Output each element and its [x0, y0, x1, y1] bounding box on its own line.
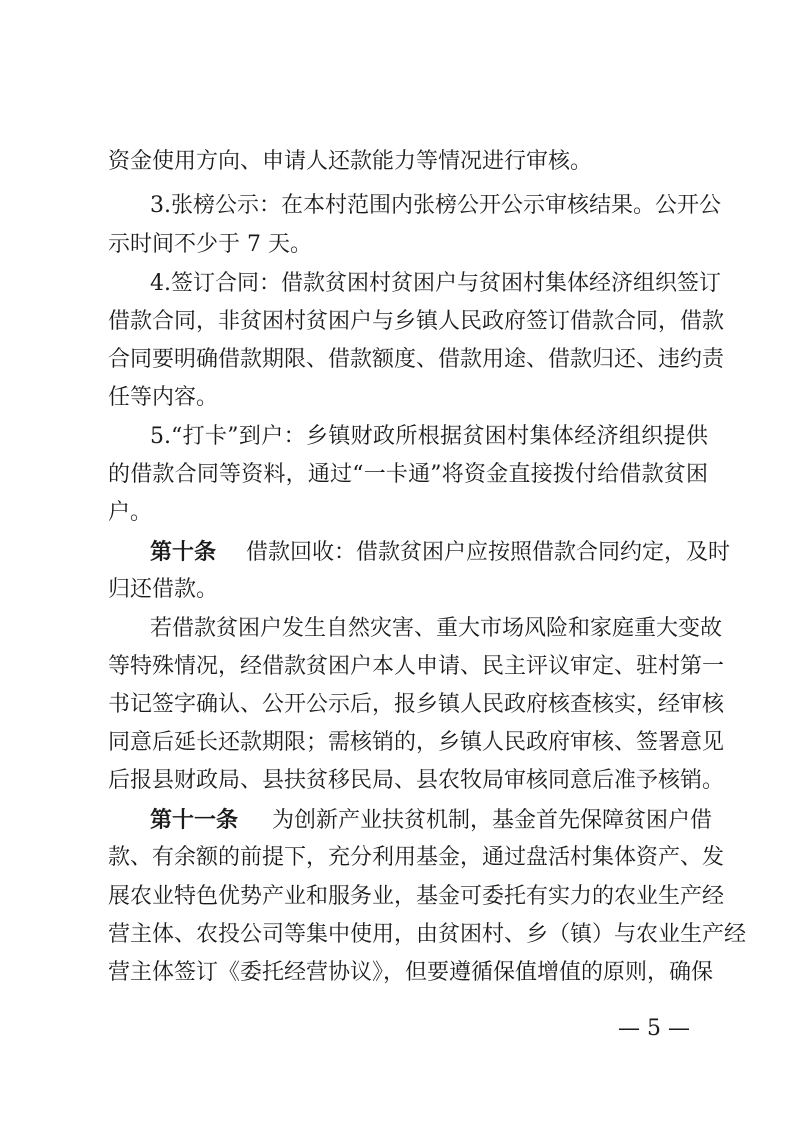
paragraph-line: 借款合同，非贫困村贫困户与乡镇人民政府签订借款合同，借款	[108, 309, 725, 334]
article-11-first-line	[150, 805, 713, 835]
paragraph-line: 等特殊情况，经借款贫困户本人申请、民主评议审定、驻村第一	[108, 654, 725, 679]
paragraph-line: 后报县财政局、县扶贫移民局、县农牧局审核同意后准予核销。	[108, 768, 725, 793]
paragraph-line: 合同要明确借款期限、借款额度、借款用途、借款归还、违约责	[108, 347, 725, 372]
article-10-text: 借款回收：借款贫困户应按照借款合同约定，及时	[246, 540, 731, 565]
article-11-heading: 第十一条	[150, 807, 239, 833]
paragraph-line: 营主体、农投公司等集中使用，由贫困村、乡（镇）与农业生产经	[108, 922, 747, 947]
article-11-text: 为创新产业扶贫机制，基金首先保障贫困户借	[272, 808, 713, 833]
paragraph-line: 4.签订合同：借款贫困村贫困户与贫困村集体经济组织签订	[150, 271, 721, 296]
paragraph-line: 款、有余额的前提下，充分利用基金，通过盘活村集体资产、发	[108, 845, 725, 870]
paragraph-line: 的借款合同等资料，通过“一卡通”将资金直接拨付给借款贫困	[108, 462, 708, 487]
paragraph-line: 资金使用方向、申请人还款能力等情况进行审核。	[108, 149, 593, 174]
article-10-heading: 第十条	[150, 539, 217, 565]
paragraph-line: 户。	[108, 500, 153, 525]
paragraph-line: 5.“打卡”到户：乡镇财政所根据贫困村集体经济组织提供	[150, 424, 708, 449]
paragraph-line: 同意后延长还款期限；需核销的，乡镇人民政府审核、签署意见	[108, 730, 725, 755]
paragraph-line: 归还借款。	[108, 577, 219, 602]
article-10-first-line	[150, 537, 731, 567]
paragraph-line: 3.张榜公示：在本村范围内张榜公开公示审核结果。公开公	[150, 193, 721, 218]
paragraph-line: 任等内容。	[108, 385, 219, 410]
paragraph-line: 展农业特色优势产业和服务业，基金可委托有实力的农业生产经	[108, 884, 725, 909]
paragraph-line: 书记签字确认、公开公示后，报乡镇人民政府核查核实，经审核	[108, 692, 725, 717]
paragraph-line: 示时间不少于 7 天。	[108, 232, 312, 257]
paragraph-line: 若借款贫困户发生自然灾害、重大市场风险和家庭重大变故	[150, 616, 723, 641]
page-number: — 5 —	[618, 1016, 690, 1041]
paragraph-line: 营主体签订《委托经营协议》，但要遵循保值增值的原则，确保	[108, 960, 714, 985]
